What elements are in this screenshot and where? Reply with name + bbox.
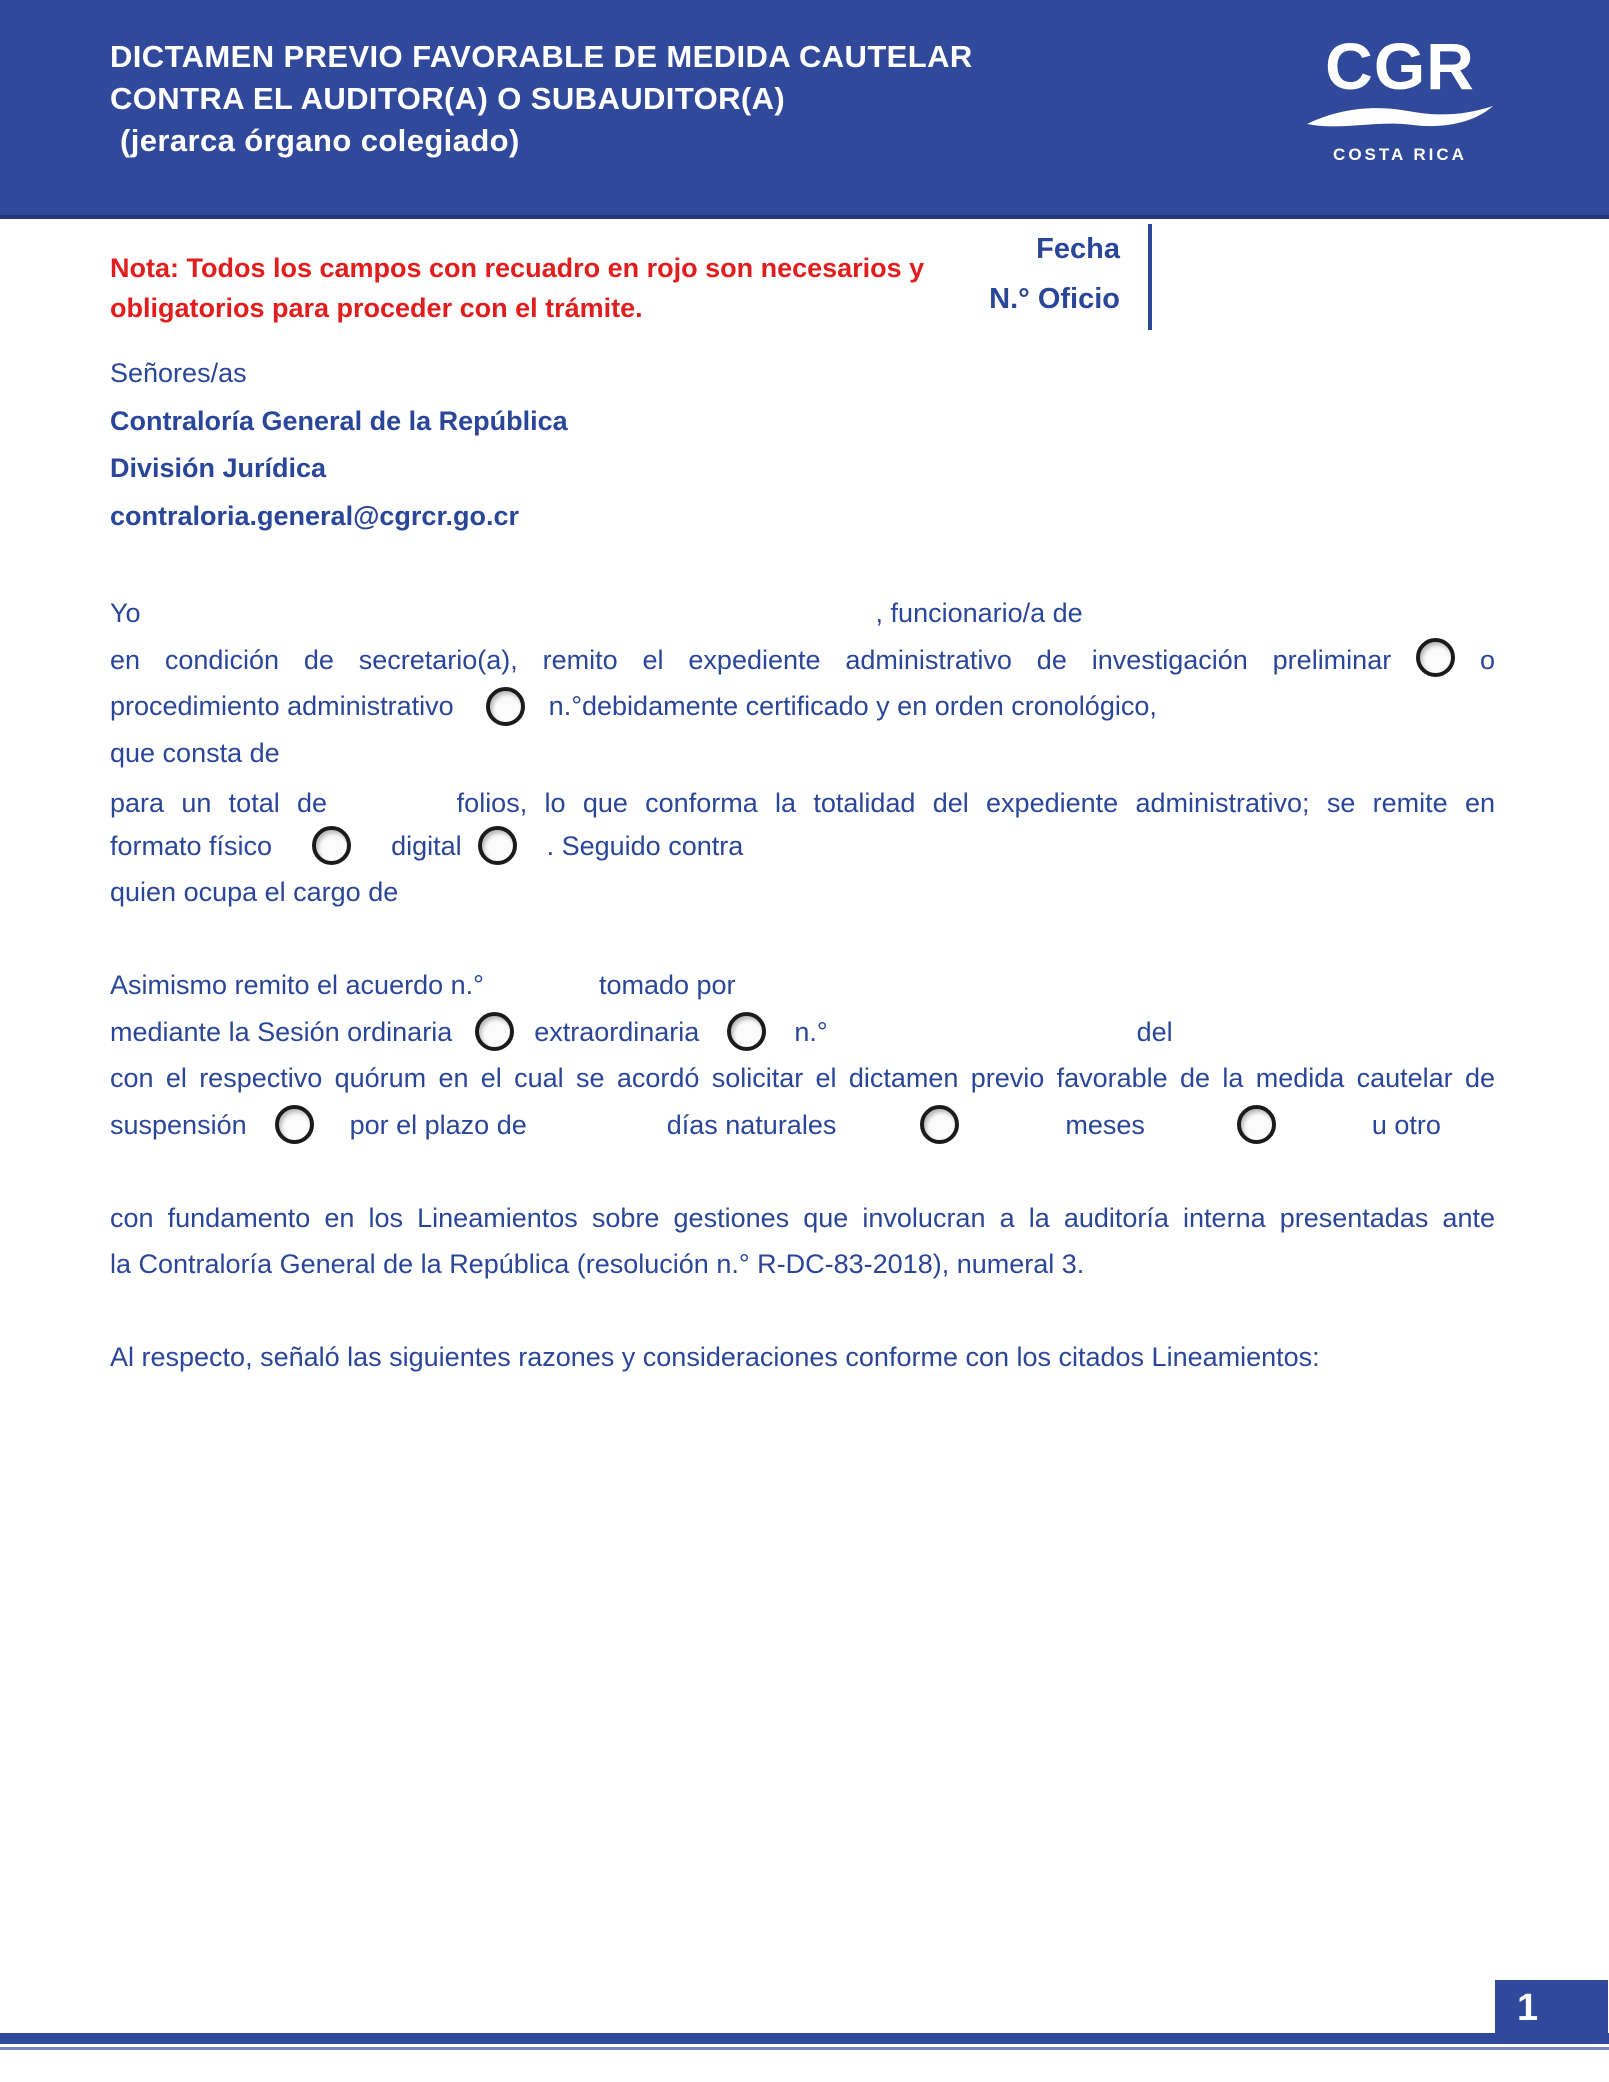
blank-line bbox=[110, 1148, 1495, 1195]
field-razones-consideraciones[interactable] bbox=[110, 1392, 1495, 2022]
text-del: del bbox=[1136, 1016, 1173, 1047]
text-al-respecto: Al respecto, señaló las siguientes razones y consideraciones conforme con los citados Lineamientos: bbox=[110, 1342, 1320, 1372]
spacer bbox=[452, 1031, 475, 1032]
recipient-organization: Contraloría General de la República bbox=[110, 405, 568, 436]
text-tomado-por: tomado por bbox=[598, 970, 736, 1000]
field-numero-acuerdo[interactable] bbox=[484, 967, 599, 1003]
recipient-division: División Jurídica bbox=[110, 453, 327, 483]
recipient-salutation: Señores/as bbox=[110, 358, 247, 388]
cgr-logo-text: CGR bbox=[1325, 29, 1475, 103]
title-line-3: (jerarca órgano colegiado) bbox=[120, 123, 520, 158]
text-extraordinaria: extraordinaria bbox=[534, 1016, 700, 1047]
blank-line bbox=[110, 916, 1495, 963]
page-title bbox=[110, 36, 973, 162]
field-nombre-funcionario[interactable] bbox=[141, 595, 876, 631]
page-number-badge bbox=[1495, 1980, 1608, 2036]
body-line bbox=[110, 1334, 1495, 1381]
radio-dias-naturales[interactable] bbox=[920, 1105, 959, 1144]
radio-formato-fisico[interactable] bbox=[312, 826, 351, 865]
text-meses: meses bbox=[1065, 1109, 1145, 1140]
spacer bbox=[247, 1124, 275, 1125]
text-debidamente: debidamente certificado y en orden cronológico, bbox=[582, 691, 1157, 721]
text-suspension: suspensión bbox=[110, 1109, 247, 1140]
body-line bbox=[110, 1102, 1495, 1149]
text-plazo: por el plazo de bbox=[349, 1109, 527, 1140]
wave-icon bbox=[1300, 104, 1500, 139]
radio-formato-digital[interactable] bbox=[478, 826, 517, 865]
field-numero-sesion[interactable] bbox=[828, 1014, 1137, 1050]
body-line bbox=[110, 1241, 1495, 1288]
footer-accent-line bbox=[0, 2047, 1609, 2050]
spacer bbox=[699, 1031, 727, 1032]
text-seguido-contra: . Seguido contra bbox=[546, 830, 744, 861]
text-que-consta: que consta de bbox=[110, 737, 280, 768]
spacer bbox=[1276, 1124, 1372, 1125]
mandatory-fields-note bbox=[110, 248, 924, 328]
fecha-field[interactable] bbox=[1164, 228, 1584, 272]
text-funcionario-de: , funcionario/a de bbox=[875, 598, 1083, 628]
text-u-otro: u otro bbox=[1371, 1109, 1441, 1140]
text-mediante-sesion: mediante la Sesión ordinaria bbox=[110, 1016, 453, 1047]
cgr-logo-country: COSTA RICA bbox=[1333, 145, 1467, 164]
body-line bbox=[110, 590, 1495, 637]
body-line bbox=[110, 683, 1495, 730]
spacer bbox=[314, 1124, 350, 1125]
spacer bbox=[1145, 1124, 1237, 1125]
body-line bbox=[110, 869, 1495, 916]
text-asimismo: Asimismo remito el acuerdo n.° bbox=[110, 970, 484, 1000]
note-line-1: Nota: Todos los campos con recuadro en rojo son necesarios y bbox=[110, 253, 925, 283]
radio-investigacion-preliminar[interactable] bbox=[1416, 638, 1455, 677]
footer-band bbox=[0, 2033, 1609, 2044]
header-band bbox=[0, 0, 1609, 219]
spacer bbox=[272, 845, 312, 846]
radio-procedimiento-administrativo[interactable] bbox=[486, 687, 525, 726]
field-total-folios[interactable] bbox=[344, 776, 439, 812]
blank-line bbox=[110, 1288, 1495, 1335]
body-line bbox=[110, 823, 1495, 870]
cgr-logo bbox=[1300, 30, 1500, 165]
spacer bbox=[836, 1124, 920, 1125]
text-folios: folios, lo que conforma la totalidad del expediente administrativo; se remite en bbox=[456, 788, 1495, 818]
form-body bbox=[110, 590, 1495, 1381]
text-cargo: quien ocupa el cargo de bbox=[110, 877, 399, 907]
body-line bbox=[110, 962, 1495, 1009]
spacer bbox=[454, 706, 486, 707]
title-line-1: DICTAMEN PREVIO FAVORABLE DE MEDIDA CAUTELAR bbox=[110, 39, 973, 74]
body-line bbox=[110, 1009, 1495, 1056]
oficio-label: N.° Oficio bbox=[989, 283, 1120, 315]
text-numero-sesion-label: n.° bbox=[794, 1016, 828, 1047]
body-line bbox=[110, 1055, 1495, 1102]
body-line bbox=[110, 1195, 1495, 1242]
body-line bbox=[110, 730, 1495, 777]
fecha-label: Fecha bbox=[1036, 233, 1120, 265]
text-numero-abrev: n.° bbox=[548, 691, 582, 721]
radio-sesion-ordinaria[interactable] bbox=[475, 1012, 514, 1051]
text-yo: Yo bbox=[110, 598, 141, 628]
text-para-total: para un total de bbox=[110, 788, 328, 818]
text-dias-naturales: días naturales bbox=[666, 1109, 837, 1140]
field-plazo-cantidad[interactable] bbox=[527, 1107, 667, 1143]
note-line-2: obligatorios para proceder con el trámite. bbox=[110, 293, 643, 323]
spacer bbox=[351, 845, 391, 846]
page-number: 1 bbox=[1517, 1987, 1539, 2029]
meta-divider-line bbox=[1148, 224, 1152, 330]
text-resolucion: la Contraloría General de la República (resolución n.° R-DC-83-2018), numeral 3. bbox=[110, 1249, 1085, 1279]
spacer bbox=[517, 845, 547, 846]
text-procedimiento: procedimiento administrativo bbox=[110, 691, 454, 721]
radio-meses[interactable] bbox=[1237, 1105, 1276, 1144]
title-line-2: CONTRA EL AUDITOR(A) O SUBAUDITOR(A) bbox=[110, 81, 786, 116]
body-line bbox=[110, 637, 1495, 684]
recipient-block bbox=[110, 350, 568, 540]
recipient-email: contraloria.general@cgrcr.go.cr bbox=[110, 500, 519, 531]
body-line bbox=[110, 776, 1495, 823]
spacer bbox=[462, 845, 478, 846]
radio-sesion-extraordinaria[interactable] bbox=[727, 1012, 766, 1051]
spacer bbox=[959, 1124, 1065, 1125]
radio-suspension[interactable] bbox=[275, 1105, 314, 1144]
spacer bbox=[514, 1031, 534, 1032]
spacer bbox=[766, 1031, 794, 1032]
text-condicion: en condición de secretario(a), remito el expediente administrativo de investigación preliminar bbox=[110, 644, 1392, 675]
text-formato-fisico: formato físico bbox=[110, 830, 273, 861]
text-fundamento: con fundamento en los Lineamientos sobre gestiones que involucran a la auditoría interna presentadas ante bbox=[110, 1202, 1495, 1233]
oficio-field[interactable] bbox=[1164, 278, 1584, 322]
text-o: o bbox=[1479, 644, 1495, 675]
text-quorum: con el respectivo quórum en el cual se acordó solicitar el dictamen previo favorable de la medida cautelar de bbox=[110, 1063, 1495, 1093]
spacer bbox=[525, 706, 549, 707]
text-digital: digital bbox=[391, 830, 462, 861]
